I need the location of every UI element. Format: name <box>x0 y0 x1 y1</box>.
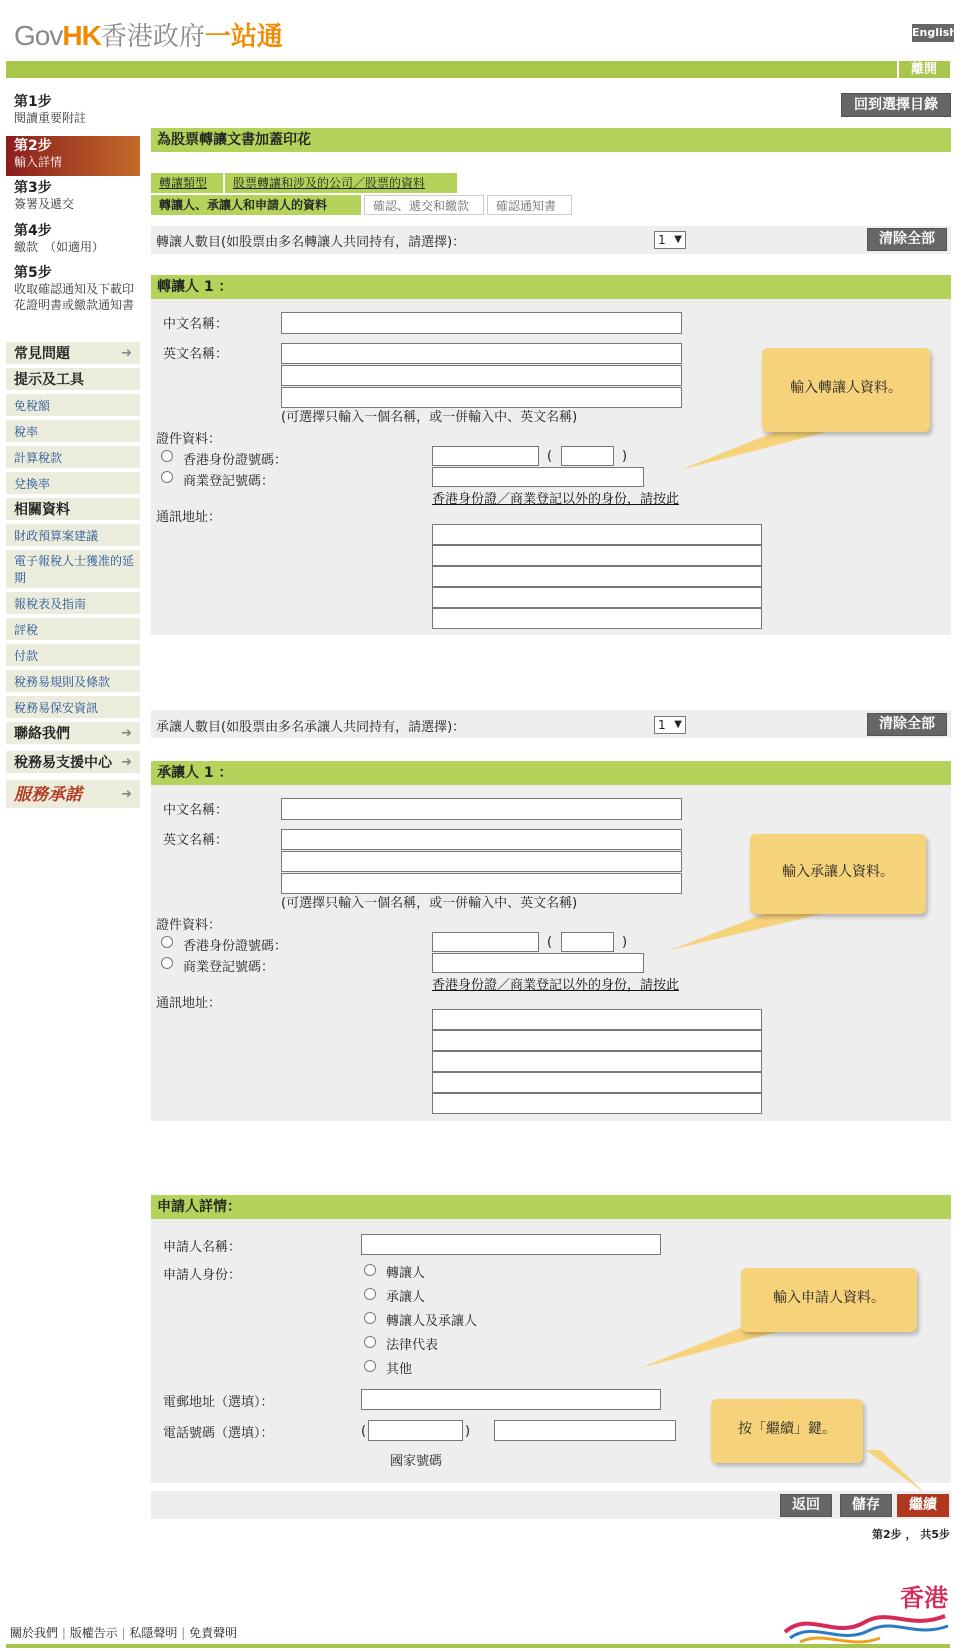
transferor-count-value: 1 <box>658 233 666 247</box>
transferor-english-name-label: 英文名稱： <box>163 347 229 362</box>
arrow-right-icon: ➜ <box>121 726 132 741</box>
chevron-down-icon: ▼ <box>674 234 682 245</box>
transferee-hkid-check-digit-input[interactable] <box>561 932 614 952</box>
transferee-name-hint: (可選擇只輸入一個名稱，或一併輸入中、英文名稱) <box>281 896 578 911</box>
sidebar-item-tax-rate[interactable]: 稅率 <box>6 420 140 444</box>
footer-disclaimer-link[interactable]: 免責聲明 <box>189 1626 238 1640</box>
sidebar-contact[interactable] <box>6 722 140 746</box>
footer-links: 關於我們 | 版權告示 | 私隱聲明 | 免責聲明 <box>10 1626 238 1640</box>
step-4 <box>6 223 140 255</box>
transferee-hkid-paren-open: ( <box>547 935 553 950</box>
page-title: 為股票轉讓文書加蓋印花 <box>151 128 951 152</box>
step-2-number: 第2步 <box>14 138 52 154</box>
phone-paren-open: ( <box>361 1424 367 1439</box>
top-green-bar <box>6 61 950 78</box>
pledge-logo: 服務承諾 <box>14 785 82 805</box>
sidebar-faq-label: 常見問題 <box>14 346 70 362</box>
sidebar-item-extension[interactable]: 電子報稅人士獲准的延期 <box>6 550 140 590</box>
sidebar-related-heading: 相關資料 <box>6 498 140 522</box>
step-indicator: 第2步 ， 共5步 <box>872 1528 950 1541</box>
arrow-right-icon: ➜ <box>121 346 132 361</box>
email-input[interactable] <box>361 1389 661 1410</box>
transferee-chinese-name-label: 中文名稱： <box>163 803 229 818</box>
phone-number-input[interactable] <box>494 1420 676 1441</box>
breadcrumb-acknowledgement: 確認通知書 <box>487 195 572 215</box>
applicant-name-input[interactable] <box>361 1234 661 1255</box>
transferor-address-input-2[interactable] <box>432 545 762 566</box>
transferor-hkid-paren-close: ) <box>622 449 628 464</box>
transferor-br-radio[interactable] <box>161 471 173 483</box>
clear-all-transferee-button[interactable]: 清除全部 <box>867 713 947 736</box>
role-other-label: 其他 <box>386 1362 413 1377</box>
sidebar-item-budget[interactable]: 財政預算案建議 <box>6 524 140 548</box>
step-1 <box>6 94 140 126</box>
transferor-other-id-link[interactable]: 香港身份證／商業登記以外的身份，請按此 <box>432 492 680 507</box>
footer-privacy-link[interactable]: 私隱聲明 <box>129 1626 178 1640</box>
role-both-label: 轉讓人及承讓人 <box>386 1314 478 1329</box>
continue-button[interactable]: 繼續 <box>897 1494 949 1517</box>
country-code-input[interactable] <box>368 1420 463 1441</box>
step-4-number: 第4步 <box>14 223 52 239</box>
transferee-hkid-label: 香港身份證號碼： <box>183 939 288 954</box>
arrow-right-icon: ➜ <box>121 755 132 770</box>
step-4-desc: 繳款 （如適用） <box>14 240 105 254</box>
logo-gov-text: Gov <box>14 20 63 51</box>
transferor-address-input-4[interactable] <box>432 587 762 608</box>
transferee-address-input-2[interactable] <box>432 1030 762 1051</box>
transferee-id-label: 證件資料： <box>156 918 222 933</box>
transferor-name-hint: (可選擇只輸入一個名稱，或一併輸入中、英文名稱) <box>281 410 578 425</box>
role-transferor-label: 轉讓人 <box>386 1266 426 1281</box>
transferee-hkid-input[interactable] <box>432 932 539 952</box>
phone-label: 電話號碼（選填）： <box>163 1426 274 1441</box>
email-label: 電郵地址（選填）： <box>163 1395 274 1410</box>
sidebar-support-label: 稅務易支援中心 <box>14 755 112 771</box>
transferor-english-name-input-1[interactable] <box>281 343 682 364</box>
logo-zh-text: 香港政府 <box>100 21 205 51</box>
transferor-english-name-input-2[interactable] <box>281 365 682 386</box>
step-1-desc: 閱讀重要附註 <box>14 111 87 125</box>
step-3 <box>6 180 140 212</box>
step-5 <box>6 265 140 313</box>
transferee-instruction-note: 輸入承讓人資料。 <box>750 834 926 914</box>
brand-hong-kong-text: 香港 <box>900 1583 948 1612</box>
transferor-instruction-note: 輸入轉讓人資料。 <box>762 348 930 432</box>
clear-all-transferor-button[interactable]: 清除全部 <box>867 228 947 251</box>
role-transferor-radio[interactable] <box>364 1264 376 1276</box>
english-language-button[interactable]: English <box>912 24 954 42</box>
transferee-br-radio[interactable] <box>161 957 173 969</box>
transferee-address-label: 通訊地址： <box>156 996 222 1011</box>
phone-paren-close: ) <box>465 1424 471 1439</box>
transferee-count-value: 1 <box>658 718 666 732</box>
step-3-number: 第3步 <box>14 180 52 196</box>
step-2-desc: 輸入詳情 <box>14 155 63 169</box>
transferee-section-title: 承讓人 1 ： <box>151 761 951 785</box>
role-legal-rep-radio[interactable] <box>364 1336 376 1348</box>
step-5-desc: 收取確認通知及下載印花證明書或繳款通知書 <box>14 282 135 312</box>
transferee-chinese-name-input[interactable] <box>281 798 682 820</box>
transferee-address-input-5[interactable] <box>432 1093 762 1114</box>
transferee-english-name-label: 英文名稱： <box>163 833 229 848</box>
step-5-number: 第5步 <box>14 265 52 281</box>
transferor-hkid-radio[interactable] <box>161 450 173 462</box>
sidebar-item-security[interactable]: 稅務易保安資訊 <box>6 696 140 720</box>
role-legal-rep-label: 法律代表 <box>386 1338 439 1353</box>
chevron-down-icon: ▼ <box>674 719 682 730</box>
transferor-address-input-1[interactable] <box>432 524 762 545</box>
applicant-instruction-note: 輸入申請人資料。 <box>741 1268 917 1332</box>
sidebar-item-payment[interactable]: 付款 <box>6 644 140 668</box>
transferee-hkid-paren-close: ) <box>622 935 628 950</box>
back-button[interactable]: 返回 <box>780 1494 832 1517</box>
sidebar-item-exchange-rate[interactable]: 兌換率 <box>6 472 140 496</box>
logo-hk-text: HK <box>62 20 101 51</box>
transferee-other-id-link[interactable]: 香港身份證／商業登記以外的身份，請按此 <box>432 978 680 993</box>
govhk-logo[interactable] <box>14 16 283 53</box>
sidebar-faq[interactable] <box>6 342 140 366</box>
applicant-name-label: 申請人名稱： <box>163 1240 242 1255</box>
transferor-hkid-label: 香港身份證號碼： <box>183 453 288 468</box>
back-to-menu-button[interactable]: 回到選擇目錄 <box>841 93 951 117</box>
transferor-address-input-3[interactable] <box>432 566 762 587</box>
transferee-br-label: 商業登記號碼： <box>183 960 275 975</box>
step-2-active <box>6 136 140 176</box>
transferor-count-select[interactable] <box>654 231 686 249</box>
breadcrumb-parties-current: 轉讓人、承讓人和申請人的資料 <box>151 195 361 215</box>
sidebar-contact-label: 聯絡我們 <box>14 726 70 742</box>
transferor-hkid-paren-open: ( <box>547 449 553 464</box>
transferee-english-name-input-1[interactable] <box>281 829 682 850</box>
sidebar-item-rules[interactable]: 稅務易規則及條款 <box>6 670 140 694</box>
logo-zh-onestop: 一站通 <box>204 21 283 51</box>
role-transferee-radio[interactable] <box>364 1288 376 1300</box>
transferor-address-input-5[interactable] <box>432 608 762 629</box>
transferor-id-label: 證件資料： <box>156 432 222 447</box>
transferor-br-label: 商業登記號碼： <box>183 474 275 489</box>
sidebar-item-assessment[interactable]: 評稅 <box>6 618 140 642</box>
sidebar-item-return-guide[interactable]: 報稅表及指南 <box>6 592 140 616</box>
transferee-english-name-input-2[interactable] <box>281 851 682 872</box>
breadcrumb-confirm-submit: 確認、遞交和繳款 <box>364 195 484 215</box>
transferor-br-input[interactable] <box>432 467 644 487</box>
transferor-count-label: 轉讓人數目(如股票由多名轉讓人共同持有，請選擇)： <box>156 235 466 250</box>
sidebar-item-tax-calculator[interactable]: 計算稅款 <box>6 446 140 470</box>
transferor-chinese-name-input[interactable] <box>281 312 682 334</box>
footer-copyright-link[interactable]: 版權告示 <box>69 1626 118 1640</box>
continue-instruction-note: 按「繼續」鍵。 <box>711 1399 863 1463</box>
transferor-hkid-input[interactable] <box>432 446 539 466</box>
sidebar-support[interactable] <box>6 751 140 775</box>
sidebar-tools-heading: 提示及工具 <box>6 368 140 392</box>
step-1-number: 第1步 <box>14 94 52 110</box>
exit-button[interactable]: 離開 <box>897 61 949 78</box>
step-3-desc: 簽署及遞交 <box>14 197 75 211</box>
sidebar-pledge[interactable] <box>6 780 140 810</box>
transferee-br-input[interactable] <box>432 953 644 973</box>
transferee-count-select[interactable] <box>654 716 686 734</box>
sidebar-item-allowance[interactable]: 免稅額 <box>6 394 140 418</box>
transferor-address-label: 通訊地址： <box>156 510 222 525</box>
transferee-address-input-1[interactable] <box>432 1009 762 1030</box>
transferee-address-input-4[interactable] <box>432 1072 762 1093</box>
country-code-caption: 國家號碼 <box>390 1454 443 1469</box>
role-other-radio[interactable] <box>364 1360 376 1372</box>
role-both-radio[interactable] <box>364 1312 376 1324</box>
transferor-english-name-input-3[interactable] <box>281 387 682 408</box>
transferee-count-label: 承讓人數目(如股票由多名承讓人共同持有，請選擇)： <box>156 720 466 735</box>
footer-about-link[interactable]: 關於我們 <box>10 1626 59 1640</box>
transferee-address-input-3[interactable] <box>432 1051 762 1072</box>
save-button[interactable]: 儲存 <box>840 1494 892 1517</box>
transferor-section-title: 轉讓人 1 ： <box>151 275 951 299</box>
breadcrumb-share-info[interactable]: 股票轉讓和涉及的公司／股票的資料 <box>225 173 457 193</box>
breadcrumb-transfer-type[interactable]: 轉讓類型 <box>151 173 223 193</box>
arrow-right-icon: ➜ <box>121 787 132 802</box>
transferee-english-name-input-3[interactable] <box>281 873 682 894</box>
applicant-role-label: 申請人身份： <box>163 1268 242 1283</box>
transferor-chinese-name-label: 中文名稱： <box>163 317 229 332</box>
applicant-section-title: 申請人詳情： <box>151 1195 951 1219</box>
transferor-hkid-check-digit-input[interactable] <box>561 446 614 466</box>
transferee-hkid-radio[interactable] <box>161 936 173 948</box>
role-transferee-label: 承讓人 <box>386 1290 426 1305</box>
